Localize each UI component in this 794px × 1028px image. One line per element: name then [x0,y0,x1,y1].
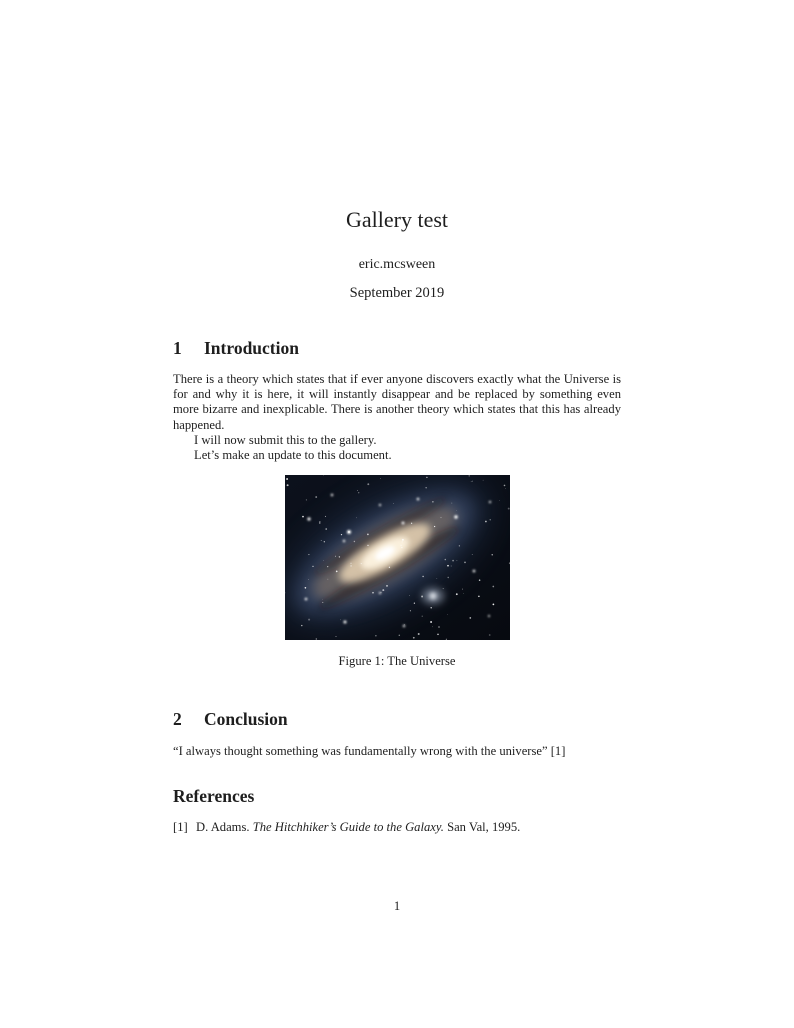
companion-galaxy [422,588,444,604]
reference-title: The Hitchhiker’s Guide to the Galaxy. [252,819,444,834]
galaxy-image [285,475,510,640]
document-author: eric.mcsween [358,257,436,272]
figure-1 [173,475,621,640]
reference-label: [1] [173,819,188,834]
reference-text [196,820,520,835]
section-title: Introduction [204,338,299,358]
section-title: Conclusion [204,709,288,730]
introduction-sentence-3: Let’s make an update to this document. [194,448,392,463]
section-heading-introduction [173,338,621,359]
reference-author: D. Adams. [196,819,250,834]
page-number: 1 [393,899,401,913]
introduction-paragraph: There is a theory which states that if ever anyone discovers exactly what the Universe is for and why it is here, it will instantly disappear and be replaced by something even more bizarre and inexplicable. There is another theory which states that this has already happened. [173,372,621,432]
section-number: 1 [173,338,182,358]
document-content [173,0,621,835]
section-heading-conclusion [173,709,621,730]
reference-item [173,820,621,835]
section-number: 2 [173,709,182,730]
introduction-sentence-2: I will now submit this to the gallery. [194,432,377,447]
document-date: September 2019 [349,285,445,301]
reference-publisher: San Val, 1995. [447,819,521,834]
conclusion-quote: “I always thought something was fundamentally wrong with the universe” [1] [173,744,566,759]
figure-caption: Figure 1: The Universe [338,654,456,669]
references-heading: References [173,785,255,806]
document-title: Gallery test [345,207,449,232]
